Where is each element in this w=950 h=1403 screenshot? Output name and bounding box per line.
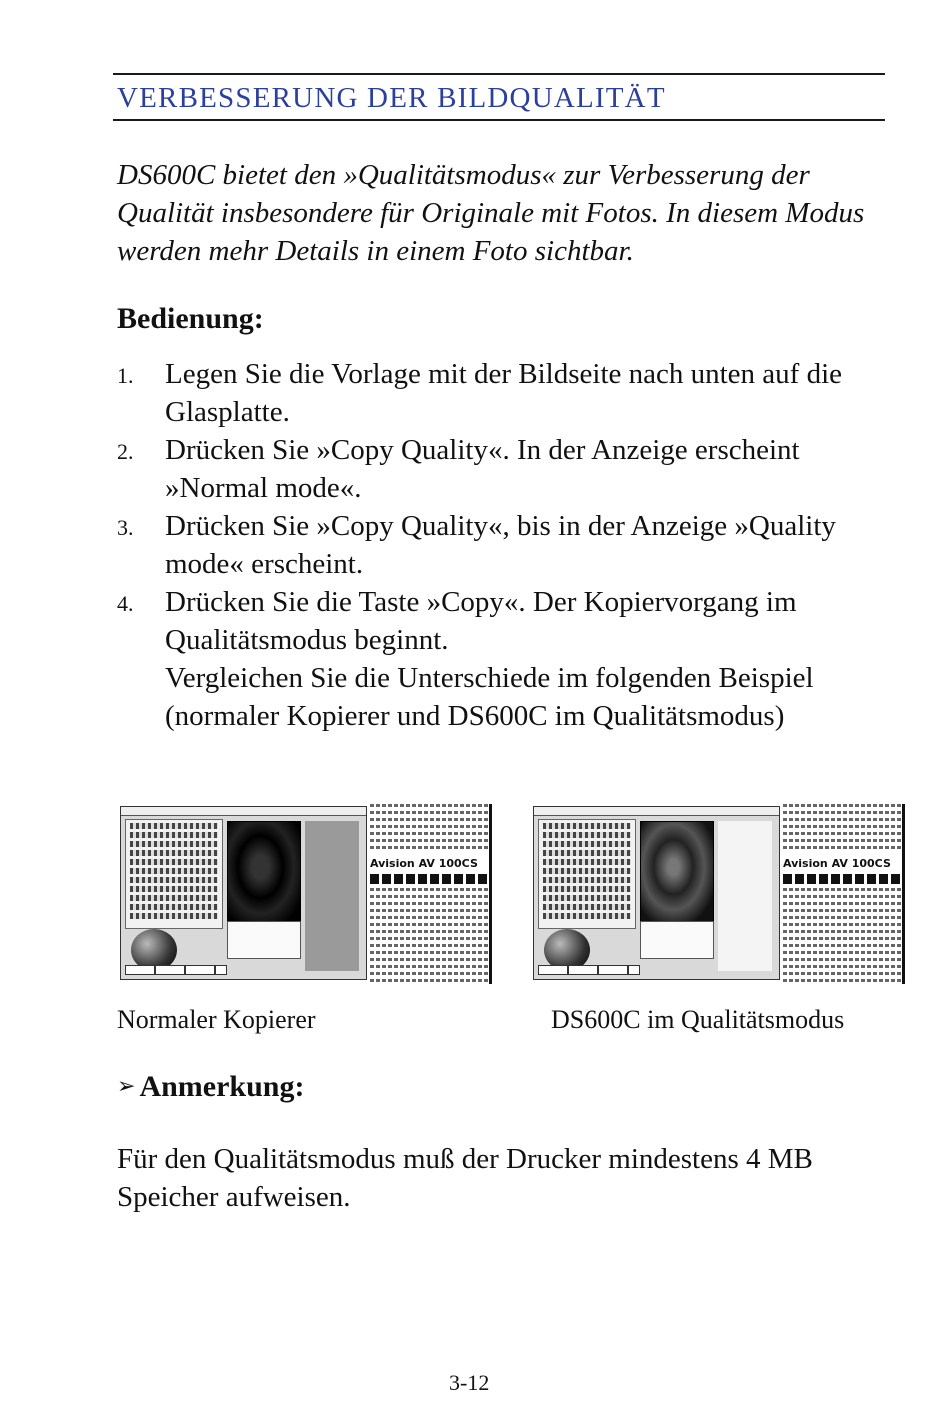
note-heading-block [117,1070,304,1104]
intro-paragraph: DS600C bietet den »Qualitätsmodus« zur Verbesserung der Qualität insbesondere für Originale mit Fotos. In diesem Modus werden mehr Details in einem Foto sichtbar. [117,159,865,267]
window-titlebar [534,807,779,816]
button-row [125,965,227,975]
step-number: 4. [117,591,134,616]
figure-normal-copy [120,800,500,988]
step-text: Drücken Sie »Copy Quality«, bis in der Anzeige »Quality mode« erscheint. [165,510,836,580]
arrow-icon: ➢ [117,1073,136,1098]
steps-list [117,355,897,735]
button-row [538,965,640,975]
settings-panel [125,819,223,929]
rating-icons [370,874,492,884]
figure-caption-normal: Normaler Kopierer [117,1005,316,1034]
scanner-software-screenshot [533,806,780,980]
column-divider [489,804,492,984]
title-top-rule [113,73,885,75]
step-number: 3. [117,515,134,540]
gray-canvas [305,821,359,971]
section-title: VERBESSERUNG DER BILDQUALITÄT [117,82,666,114]
settings-panel [538,819,636,929]
magazine-brand: Avision AV 100CS [783,857,891,870]
preview-blank-area [640,921,714,959]
step-text: Drücken Sie »Copy Quality«. In der Anzeige erscheint »Normal mode«. [165,434,800,504]
step-number: 1. [117,363,134,388]
step-number: 2. [117,439,134,464]
magazine-text-column [370,800,492,980]
step-text: Legen Sie die Vorlage mit der Bildseite nach unten auf die Glasplatte. [165,358,843,428]
light-canvas [718,821,772,971]
figure-quality-mode [533,800,913,988]
window-titlebar [121,807,366,816]
note-heading: Anmerkung: [139,1070,305,1103]
step-3 [117,507,897,583]
step-text: Drücken Sie die Taste »Copy«. Der Kopiervorgang im Qualitätsmodus beginnt. [165,586,797,656]
preview-photo [640,821,714,923]
figure-caption-quality: DS600C im Qualitätsmodus [551,1005,845,1034]
preview-blank-area [227,921,301,959]
column-divider [902,804,905,984]
title-bottom-rule [113,119,885,121]
step-4 [117,583,897,735]
step-extra-text: Vergleichen Sie die Unterschiede im folgenden Beispiel (normaler Kopierer und DS600C im Qualitätsmodus) [165,662,814,732]
preview-photo [227,821,301,923]
operation-heading: Bedienung: [117,302,264,335]
step-2 [117,431,897,507]
step-1 [117,355,897,431]
scanner-software-screenshot [120,806,367,980]
rating-icons [783,874,905,884]
note-text: Für den Qualitätsmodus muß der Drucker mindestens 4 MB Speicher aufweisen. [117,1143,813,1213]
magazine-text-column [783,800,905,980]
page-number: 3-12 [449,1370,490,1395]
magazine-brand: Avision AV 100CS [370,857,478,870]
